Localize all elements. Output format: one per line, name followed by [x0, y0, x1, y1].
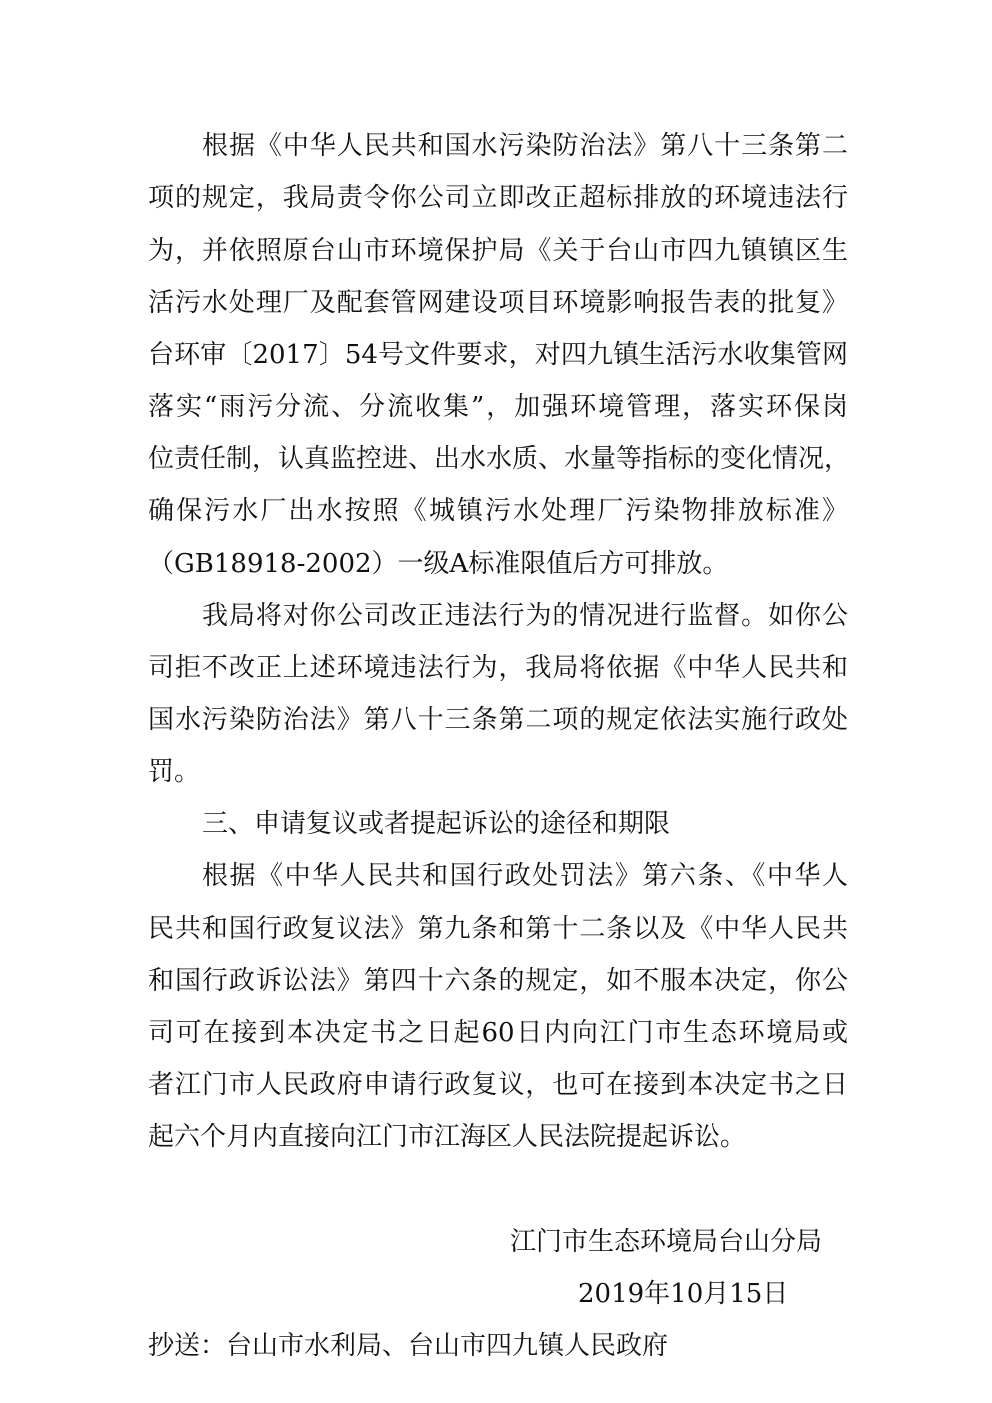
- paragraph-1-line-8: 确保污水厂出水按照《城镇污水处理厂污染物排放标准》: [148, 496, 848, 526]
- section-heading: 三、申请复议或者提起诉讼的途径和期限: [202, 809, 671, 839]
- paragraph-1-line-2: 项的规定，我局责令你公司立即改正超标排放的环境违法行: [148, 183, 848, 213]
- paragraph-1-line-4: 活污水处理厂及配套管网建设项目环境影响报告表的批复》: [148, 288, 848, 318]
- paragraph-2-line-1: 我局将对你公司改正违法行为的情况进行监督。如你公: [202, 601, 848, 631]
- paragraph-2-line-3: 国水污染防治法》第八十三条第二项的规定依法实施行政处: [148, 705, 848, 735]
- cc-line: 抄送：台山市水利局、台山市四九镇人民政府: [148, 1331, 669, 1361]
- paragraph-3-line-5: 者江门市人民政府申请行政复议，也可在接到本决定书之日: [148, 1070, 848, 1100]
- paragraph-3-line-6: 起六个月内直接向江门市江海区人民法院提起诉讼。: [148, 1122, 747, 1152]
- paragraph-2-line-4: 罚。: [148, 757, 201, 787]
- paragraph-1-line-3: 为，并依照原台山市环境保护局《关于台山市四九镇镇区生: [148, 236, 848, 266]
- paragraph-2-line-2: 司拒不改正上述环境违法行为，我局将依据《中华人民共和: [148, 653, 848, 683]
- paragraph-1-line-6: 落实“雨污分流、分流收集”，加强环境管理，落实环保岗: [148, 392, 848, 422]
- signature-organization: 江门市生态环境局台山分局: [510, 1227, 823, 1257]
- paragraph-1-line-1: 根据《中华人民共和国水污染防治法》第八十三条第二: [202, 131, 848, 161]
- paragraph-1-line-7: 位责任制，认真监控进、出水水质、水量等指标的变化情况，: [148, 444, 851, 474]
- paragraph-3-line-1: 根据《中华人民共和国行政处罚法》第六条、《中华人: [202, 861, 848, 891]
- paragraph-1-line-5: 台环审〔2017〕54号文件要求，对四九镇生活污水收集管网: [148, 340, 848, 370]
- signature-date: 2019年10月15日: [578, 1279, 789, 1309]
- paragraph-3-line-4: 司可在接到本决定书之日起60日内向江门市生态环境局或: [148, 1018, 848, 1048]
- paragraph-1-line-9: （GB18918-2002）一级A标准限值后方可排放。: [148, 549, 729, 579]
- paragraph-3-line-3: 和国行政诉讼法》第四十六条的规定，如不服本决定，你公: [148, 966, 848, 996]
- paragraph-3-line-2: 民共和国行政复议法》第九条和第十二条以及《中华人民共: [148, 914, 848, 944]
